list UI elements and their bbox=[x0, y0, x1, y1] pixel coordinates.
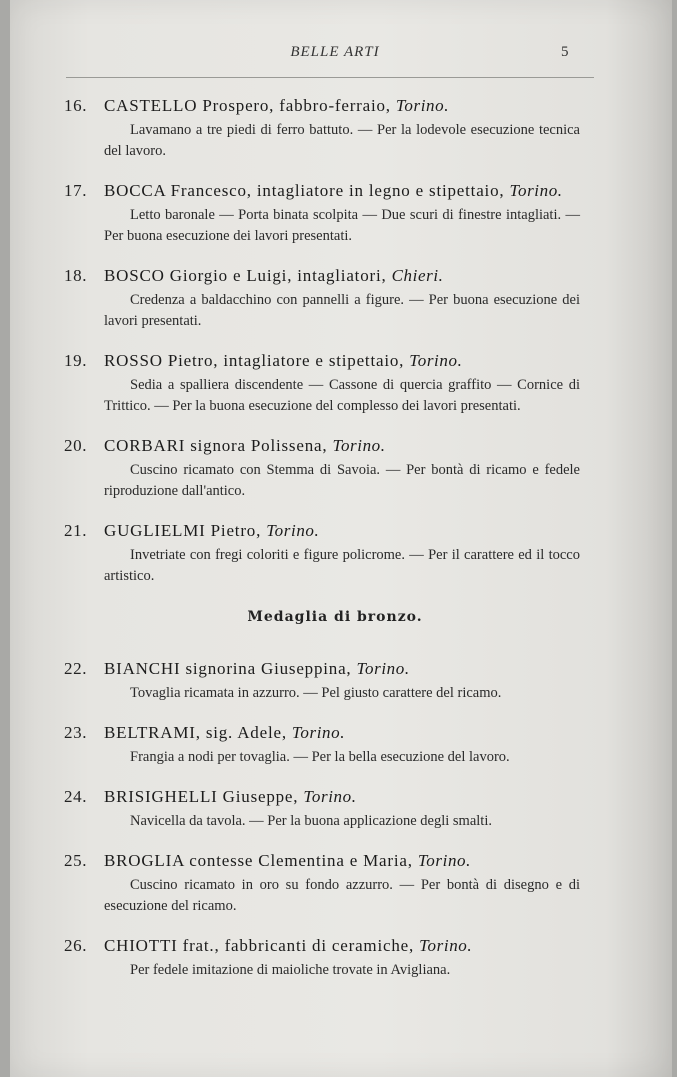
entry-exhibitor: BELTRAMI, sig. Adele, bbox=[104, 723, 292, 742]
award-entry bbox=[10, 851, 672, 917]
entry-place: Torino. bbox=[291, 723, 346, 742]
award-entry bbox=[10, 521, 672, 587]
entry-description: Cuscino ricamato con Stemma di Savoia. — Per bontà di ricamo e fedele riproduzione dall'antico. bbox=[104, 462, 580, 499]
entry-exhibitor: BOCCA Francesco, intagliatore in legno e stipettaio, bbox=[104, 181, 510, 200]
award-entries-bottom bbox=[10, 659, 672, 981]
entry-heading-line bbox=[10, 787, 672, 809]
entry-heading bbox=[104, 936, 472, 956]
entry-heading bbox=[104, 851, 471, 871]
entry-heading-line bbox=[10, 521, 672, 543]
entry-heading-line bbox=[10, 266, 672, 288]
entry-number: 26. bbox=[64, 936, 88, 955]
entry-place: Torino. bbox=[332, 436, 386, 455]
entry-place: Torino. bbox=[409, 351, 463, 370]
entry-number: 19. bbox=[64, 351, 88, 370]
award-entry bbox=[10, 936, 672, 981]
entry-heading bbox=[104, 723, 345, 743]
running-header bbox=[10, 44, 672, 68]
entry-place: Torino. bbox=[395, 96, 450, 115]
entry-description: Tovaglia ricamata in azzurro. — Pel giusto carattere del ricamo. bbox=[130, 685, 502, 701]
entry-description: Credenza a baldacchino con pannelli a figure. — Per buona esecuzione dei lavori presentati. bbox=[104, 292, 580, 329]
header-rule bbox=[66, 77, 594, 78]
entry-heading bbox=[104, 181, 563, 201]
entry-description: Letto baronale — Porta binata scolpita — Due scuri di finestre intagliati. — Per buona esecuzione dei lavori presentati. bbox=[104, 207, 580, 244]
entry-exhibitor: CORBARI signora Polissena, bbox=[104, 436, 333, 455]
entry-exhibitor: BIANCHI signorina Giuseppina, bbox=[104, 659, 357, 678]
entry-number: 21. bbox=[64, 521, 88, 540]
entry-description: Sedia a spalliera discendente — Cassone di quercia graffito — Cornice di Trittico. — Per la buona esecuzione del complesso dei lavori presentati. bbox=[104, 377, 580, 414]
entry-place: Torino. bbox=[417, 851, 471, 870]
entry-heading-line bbox=[10, 659, 672, 681]
entry-heading bbox=[104, 351, 462, 371]
entry-exhibitor: BRISIGHELLI Giuseppe, bbox=[104, 787, 304, 806]
entry-place: Torino. bbox=[356, 659, 410, 678]
entry-number: 22. bbox=[64, 659, 88, 678]
entry-description: Invetriate con fregi coloriti e figure policrome. — Per il carattere ed il tocco artistico. bbox=[104, 547, 580, 584]
book-page bbox=[10, 0, 672, 1077]
entry-description: Per fedele imitazione di maioliche trovate in Avigliana. bbox=[130, 962, 451, 978]
entry-number: 18. bbox=[64, 266, 88, 285]
award-entry bbox=[10, 351, 672, 417]
award-entry bbox=[10, 436, 672, 502]
entry-number: 20. bbox=[64, 436, 88, 455]
entry-heading-line bbox=[10, 351, 672, 373]
entry-heading-line bbox=[10, 851, 672, 873]
entry-exhibitor: ROSSO Pietro, intagliatore e stipettaio, bbox=[104, 351, 410, 370]
entry-description: Frangia a nodi per tovaglia. — Per la bella esecuzione del lavoro. bbox=[130, 749, 510, 765]
award-entry bbox=[10, 787, 672, 832]
award-entry bbox=[10, 181, 672, 247]
entry-heading bbox=[104, 436, 386, 456]
page-number: 5 bbox=[561, 44, 569, 60]
entry-description: Navicella da tavola. — Per la buona applicazione degli smalti. bbox=[130, 813, 492, 829]
entry-description: Cuscino ricamato in oro su fondo azzurro. — Per bontà di disegno e di esecuzione del ricamo. bbox=[104, 877, 580, 914]
entry-heading-line bbox=[10, 96, 672, 118]
award-entry bbox=[10, 96, 672, 162]
entry-number: 23. bbox=[64, 723, 88, 742]
entry-place: Torino. bbox=[266, 521, 320, 540]
entry-heading bbox=[104, 659, 410, 679]
entry-heading-line bbox=[10, 181, 672, 203]
entry-exhibitor: CASTELLO Prospero, fabbro-ferraio, bbox=[104, 96, 396, 115]
entry-place: Chieri. bbox=[391, 266, 444, 285]
award-entry bbox=[10, 659, 672, 704]
entry-heading bbox=[104, 96, 449, 116]
entry-number: 25. bbox=[64, 851, 88, 870]
award-entry bbox=[10, 723, 672, 768]
award-entries-top bbox=[10, 96, 672, 587]
entry-heading bbox=[104, 787, 357, 807]
entry-heading-line bbox=[10, 723, 672, 745]
entry-heading bbox=[104, 266, 444, 286]
entry-heading-line bbox=[10, 436, 672, 458]
running-title: BELLE ARTI bbox=[290, 44, 380, 60]
entry-exhibitor: BOSCO Giorgio e Luigi, intagliatori, bbox=[104, 266, 392, 285]
entry-place: Torino. bbox=[509, 181, 563, 200]
entry-heading-line bbox=[10, 936, 672, 958]
entry-description: Lavamano a tre piedi di ferro battuto. — Per la lodevole esecuzione tecnica del lavoro. bbox=[104, 122, 580, 159]
entry-number: 16. bbox=[64, 96, 88, 115]
entry-place: Torino. bbox=[303, 787, 357, 806]
entry-exhibitor: BROGLIA contesse Clementina e Maria, bbox=[104, 851, 418, 870]
entry-heading bbox=[104, 521, 319, 541]
entry-number: 24. bbox=[64, 787, 88, 806]
entry-place: Torino. bbox=[419, 936, 473, 955]
award-list bbox=[10, 96, 672, 1000]
entry-exhibitor: CHIOTTI frat., fabbricanti di ceramiche, bbox=[104, 936, 420, 955]
entry-exhibitor: GUGLIELMI Pietro, bbox=[104, 521, 267, 540]
section-title: Medaglia di bronzo. bbox=[247, 609, 423, 625]
award-entry bbox=[10, 266, 672, 332]
entry-number: 17. bbox=[64, 181, 88, 200]
